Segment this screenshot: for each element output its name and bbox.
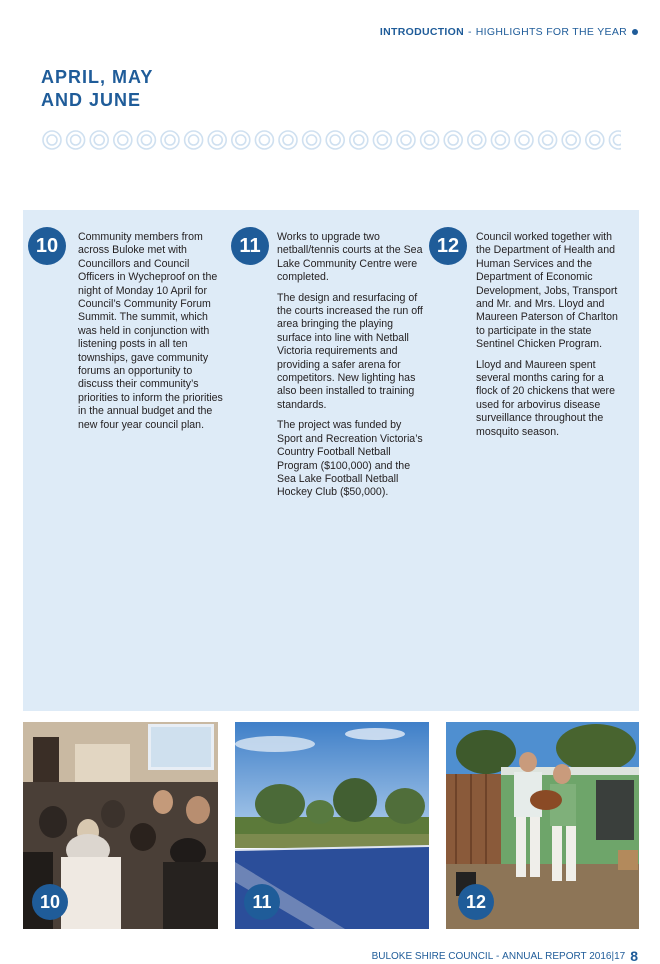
photo-netball-courts: [235, 722, 429, 929]
pattern-circle: [539, 131, 557, 149]
pattern-circle: [543, 135, 553, 145]
header-section: INTRODUCTION: [379, 26, 464, 38]
pattern-circle: [47, 135, 57, 145]
photo-number-badge: 11: [244, 884, 280, 920]
pattern-circle: [590, 135, 600, 145]
pattern-circle: [491, 131, 509, 149]
page-title-line-1: APRIL, MAY: [41, 67, 154, 87]
pattern-circle: [232, 131, 250, 149]
pattern-circle: [613, 135, 621, 145]
pattern-circle: [90, 131, 108, 149]
pattern-circle: [468, 131, 486, 149]
highlight-number-badge: 10: [28, 227, 66, 265]
pattern-circle: [67, 131, 85, 149]
pattern-circle: [236, 135, 246, 145]
pattern-circle: [307, 135, 317, 145]
pattern-circle: [141, 135, 151, 145]
pattern-circle: [259, 135, 269, 145]
highlight-number-badge: 11: [231, 227, 269, 265]
pattern-circle: [118, 135, 128, 145]
highlight-number-badge: 12: [429, 227, 467, 265]
pattern-circle: [401, 135, 411, 145]
pattern-circle: [350, 131, 368, 149]
bullet-dot-icon: [632, 29, 638, 35]
pattern-circle: [114, 131, 132, 149]
pattern-circle: [137, 131, 155, 149]
highlight-text: [476, 231, 626, 446]
pattern-circle: [185, 131, 203, 149]
pattern-circle: [208, 131, 226, 149]
pattern-circle: [515, 131, 533, 149]
pattern-circle: [495, 135, 505, 145]
pattern-circle: [566, 135, 576, 145]
pattern-circle: [519, 135, 529, 145]
pattern-circle: [212, 135, 222, 145]
pattern-circle: [255, 131, 273, 149]
pattern-circle: [189, 135, 199, 145]
pattern-circle: [354, 135, 364, 145]
highlight-paragraph: The design and resurfacing of the courts increased the run off area bringing the playing surface into line with Netball Victoria requirements and providing a safer arena for competitors. New lighting has also been installed to training standards.: [277, 291, 423, 411]
footer-report: ANNUAL REPORT 2016|17: [502, 950, 626, 962]
page-footer: [372, 948, 638, 964]
pattern-circle: [94, 135, 104, 145]
page-title-line-2: AND JUNE: [41, 90, 142, 110]
photo-number-badge: 12: [458, 884, 494, 920]
pattern-circle: [326, 131, 344, 149]
running-header: [380, 26, 638, 38]
highlight-paragraph: Council worked together with the Department of Health and Human Services and the Department of Economic Development, Jobs, Transport and Mr. and Mrs. Lloyd and Maureen Paterson of Charlton to participate in the state Sentinel Chicken Program.: [476, 231, 618, 351]
pattern-circle: [161, 131, 179, 149]
page-number: 8: [630, 948, 638, 964]
pattern-circle: [448, 135, 458, 145]
pattern-circle: [373, 131, 391, 149]
pattern-circle: [397, 131, 415, 149]
pattern-circle: [330, 135, 340, 145]
pattern-circle: [421, 131, 439, 149]
highlight-paragraph: Works to upgrade two netball/tennis courts at the Sea Lake Community Centre were completed.: [277, 231, 423, 284]
header-separator: -: [468, 26, 472, 38]
highlight-text: [277, 231, 427, 507]
highlight-text: [78, 231, 228, 439]
pattern-circle: [425, 135, 435, 145]
photo-sentinel-chickens: [446, 722, 639, 929]
pattern-circle: [303, 131, 321, 149]
header-subsection: HIGHLIGHTS FOR THE YEAR: [475, 26, 627, 38]
pattern-circle: [472, 135, 482, 145]
footer-separator: -: [493, 950, 503, 962]
pattern-circle: [609, 131, 621, 149]
pattern-circle: [377, 135, 387, 145]
pattern-circle: [562, 131, 580, 149]
pattern-circle: [71, 135, 81, 145]
pattern-circle: [279, 131, 297, 149]
photo-number-badge: 10: [32, 884, 68, 920]
pattern-circle: [165, 135, 175, 145]
pattern-circle: [444, 131, 462, 149]
pattern-circle: [586, 131, 604, 149]
footer-org: BULOKE SHIRE COUNCIL: [371, 950, 494, 962]
photo-community-forum: [23, 722, 218, 929]
highlight-paragraph: The project was funded by Sport and Recreation Victoria’s Country Football Netball Program ($100,000) and the Sea Lake Football Netball Hockey Club ($50,000).: [277, 419, 423, 499]
page-title: [41, 66, 153, 112]
pattern-circle: [283, 135, 293, 145]
decorative-pattern-strip: [41, 128, 621, 152]
pattern-circle: [43, 131, 61, 149]
highlight-paragraph: Community members from across Buloke met with Councillors and Council Officers in Wycheproof on the night of Monday 10 April for Council’s Community Forum Summit. The summit, which was held in conjunction with listening posts in all ten townships, gave community forums an opportunity to discuss their community’s priorities to inform the priorities in the annual budget and the new four year council plan.: [78, 231, 223, 431]
highlight-paragraph: Lloyd and Maureen spent several months caring for a flock of 20 chickens that were used for arbovirus disease surveillance throughout the mosquito season.: [476, 358, 615, 438]
highlights-panel: [23, 210, 639, 711]
